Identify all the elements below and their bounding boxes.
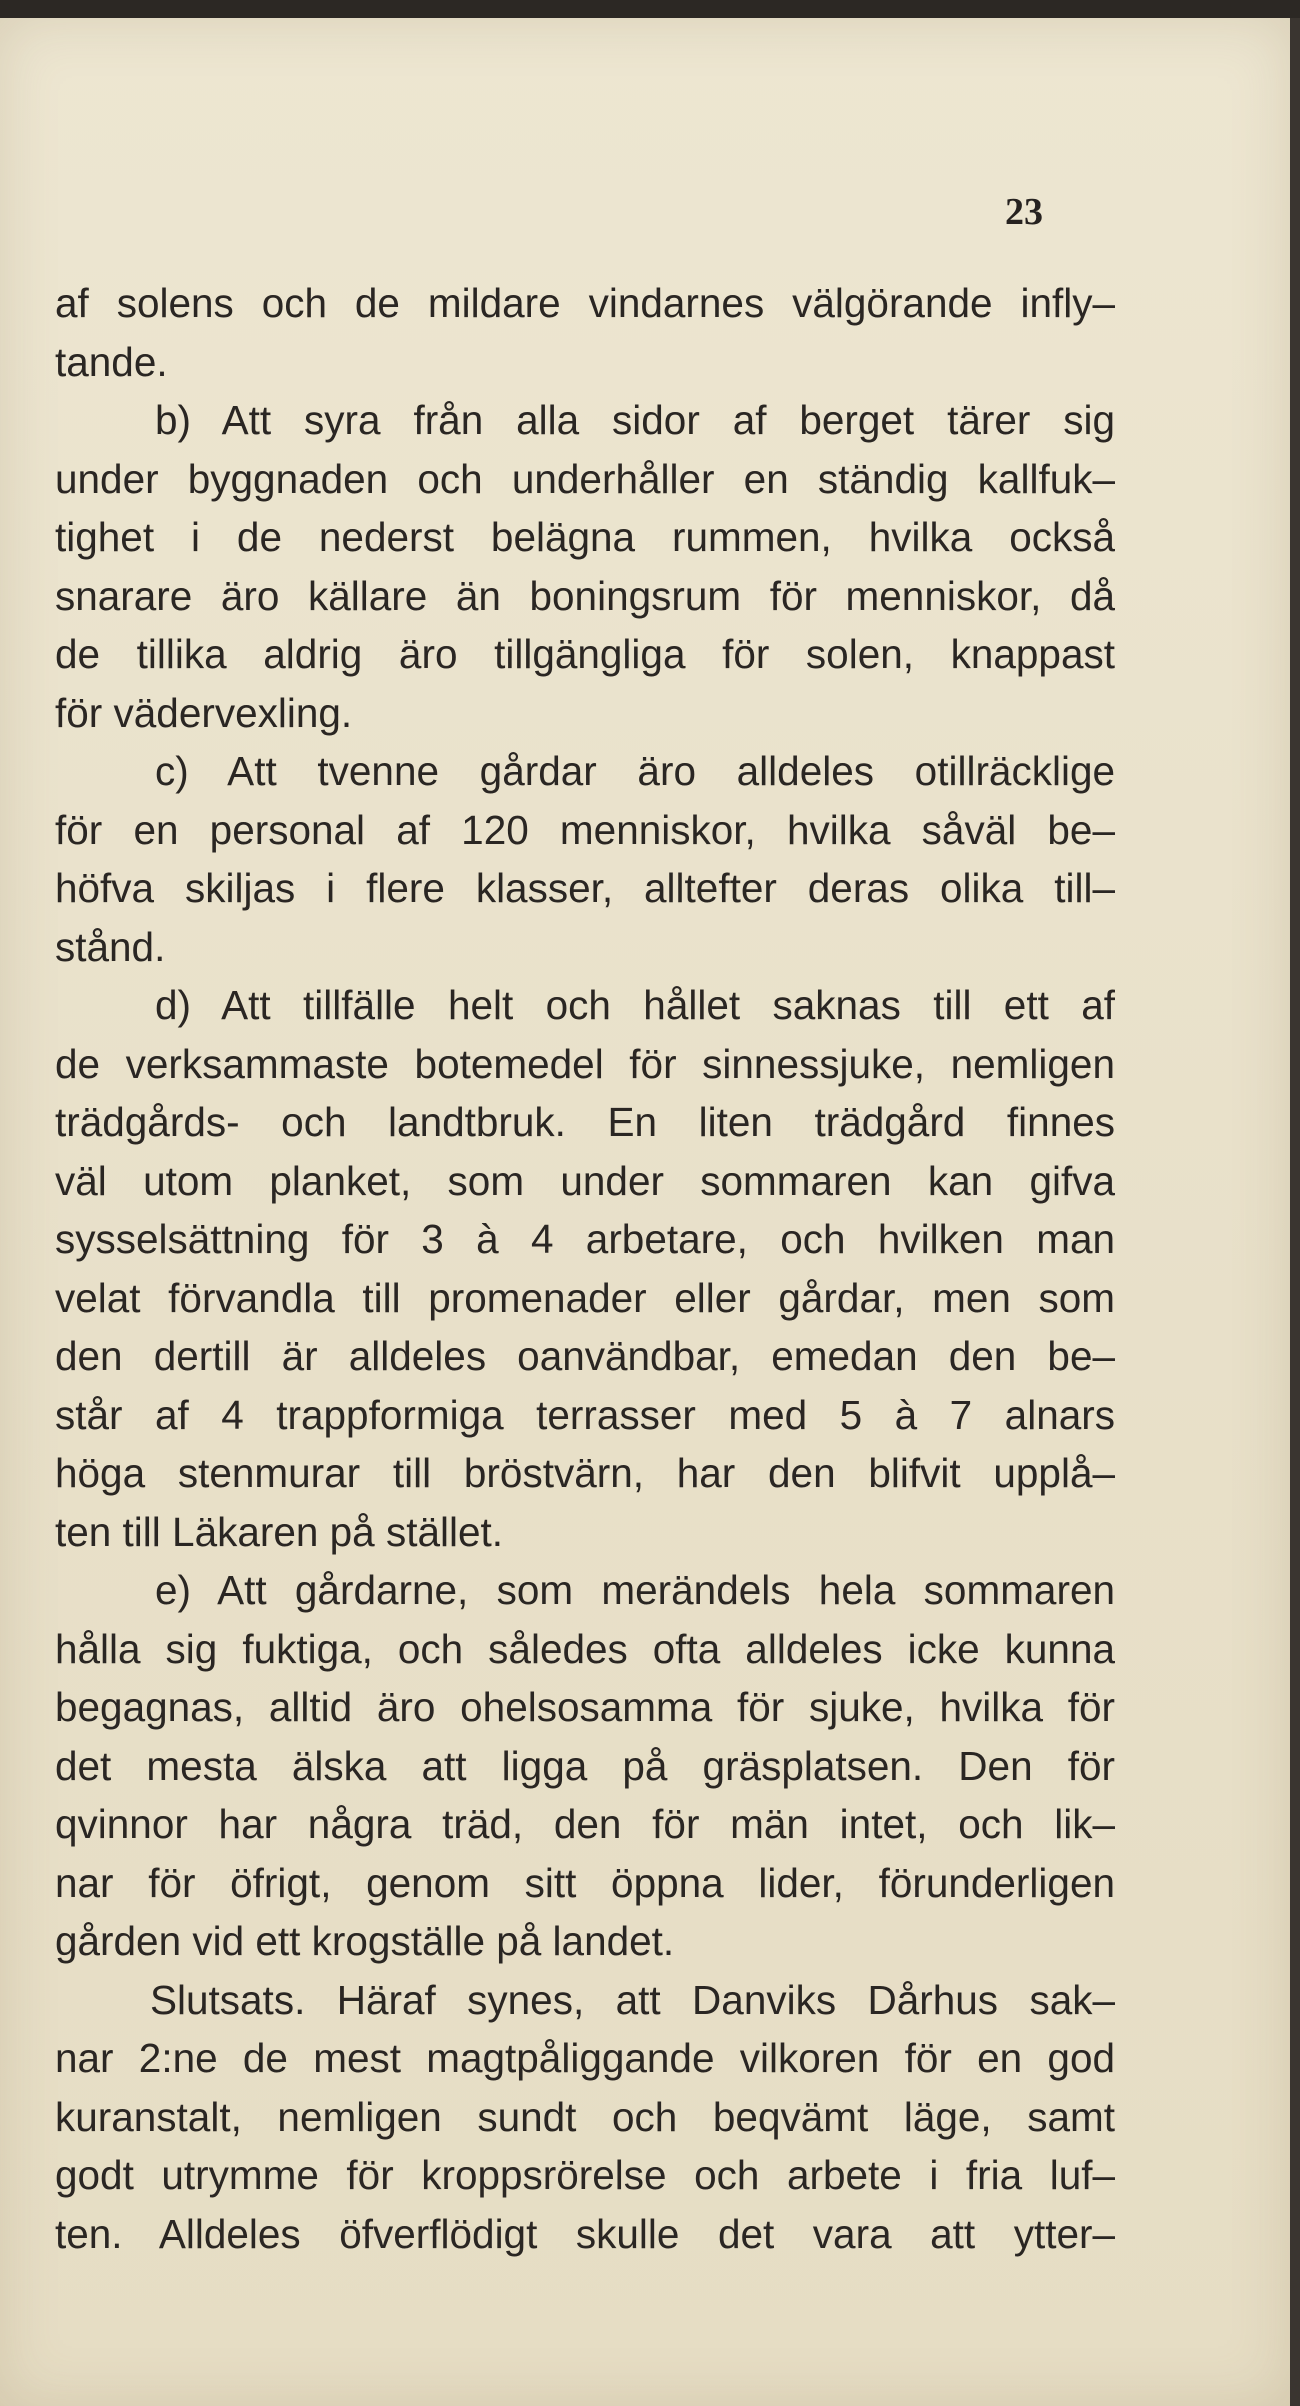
text-line: för en personal af 120 menniskor, hvilka såväl be– (55, 806, 1115, 853)
text-line: ten till Läkaren på stället. (55, 1508, 504, 1555)
text-line: c) Att tvenne gårdar äro alldeles otillräcklige (155, 748, 1115, 794)
text-line: begagnas, alltid äro ohelsosamma för sjuke, hvilka för (55, 1684, 1115, 1730)
book-page (0, 18, 1290, 2406)
text-line: snarare äro källare än boningsrum för menniskor, då (55, 572, 1115, 619)
text-line: den dertill är alldeles oanvändbar, emedan den be– (55, 1333, 1115, 1379)
text-line: velat förvandla till promenader eller gårdar, men som (55, 1274, 1115, 1321)
text-line: nar 2:ne de mest magtpåliggande vilkoren för en god (55, 2035, 1115, 2081)
text-line: tighet i de nederst belägna rummen, hvilka också (55, 514, 1115, 560)
text-line: det mesta älska att ligga på gräsplatsen. Den för (55, 1742, 1115, 1789)
page-number: 23 (1005, 191, 1043, 233)
text-line: trädgårds- och landtbruk. En liten trädgård finnes (55, 1099, 1115, 1145)
text-line: gården vid ett krogställe på landet. (55, 1918, 675, 1964)
text-line: af solens och de mildare vindarnes välgörande infly– (55, 280, 1115, 326)
text-line: tande. (55, 338, 168, 385)
text-line: de tillika aldrig äro tillgängliga för solen, knappast (55, 631, 1115, 677)
text-line: sysselsättning för 3 à 4 arbetare, och hvilken man (55, 1216, 1115, 1262)
text-line: väl utom planket, som under sommaren kan gifva (55, 1157, 1115, 1204)
text-line: för vädervexling. (55, 689, 353, 736)
text-line: e) Att gårdarne, som merändels hela sommaren (155, 1567, 1115, 1613)
text-line: qvinnor har några träd, den för män intet, och lik– (55, 1801, 1115, 1847)
text-line: nar för öfrigt, genom sitt öppna lider, förunderligen (55, 1859, 1115, 1906)
text-line: d) Att tillfälle helt och hållet saknas till ett af (155, 982, 1115, 1028)
text-line: stånd. (55, 923, 166, 970)
text-line: höfva skiljas i flere klasser, alltefter deras olika till– (55, 865, 1115, 911)
text-line: godt utrymme för kroppsrörelse och arbete i fria luf– (55, 2152, 1115, 2198)
text-line: hålla sig fuktiga, och således ofta alldeles icke kunna (55, 1625, 1115, 1672)
body-text (55, 274, 1115, 2263)
text-line: Slutsats. Häraf synes, att Danviks Dårhus sak– (150, 1976, 1115, 2023)
text-line: b) Att syra från alla sidor af berget tärer sig (155, 397, 1115, 443)
text-line: de verksammaste botemedel för sinnessjuke, nemligen (55, 1040, 1115, 1087)
text-line: ten. Alldeles öfverflödigt skulle det vara att ytter– (55, 2210, 1115, 2257)
text-line: höga stenmurar till bröstvärn, har den blifvit upplå– (55, 1450, 1115, 1496)
text-line: står af 4 trappformiga terrasser med 5 à 7 alnars (55, 1391, 1115, 1438)
scan-top-edge (0, 0, 1300, 18)
text-line: kuranstalt, nemligen sundt och beqvämt läge, samt (55, 2093, 1115, 2140)
text-line: under byggnaden och underhåller en ständig kallfuk– (55, 455, 1115, 502)
